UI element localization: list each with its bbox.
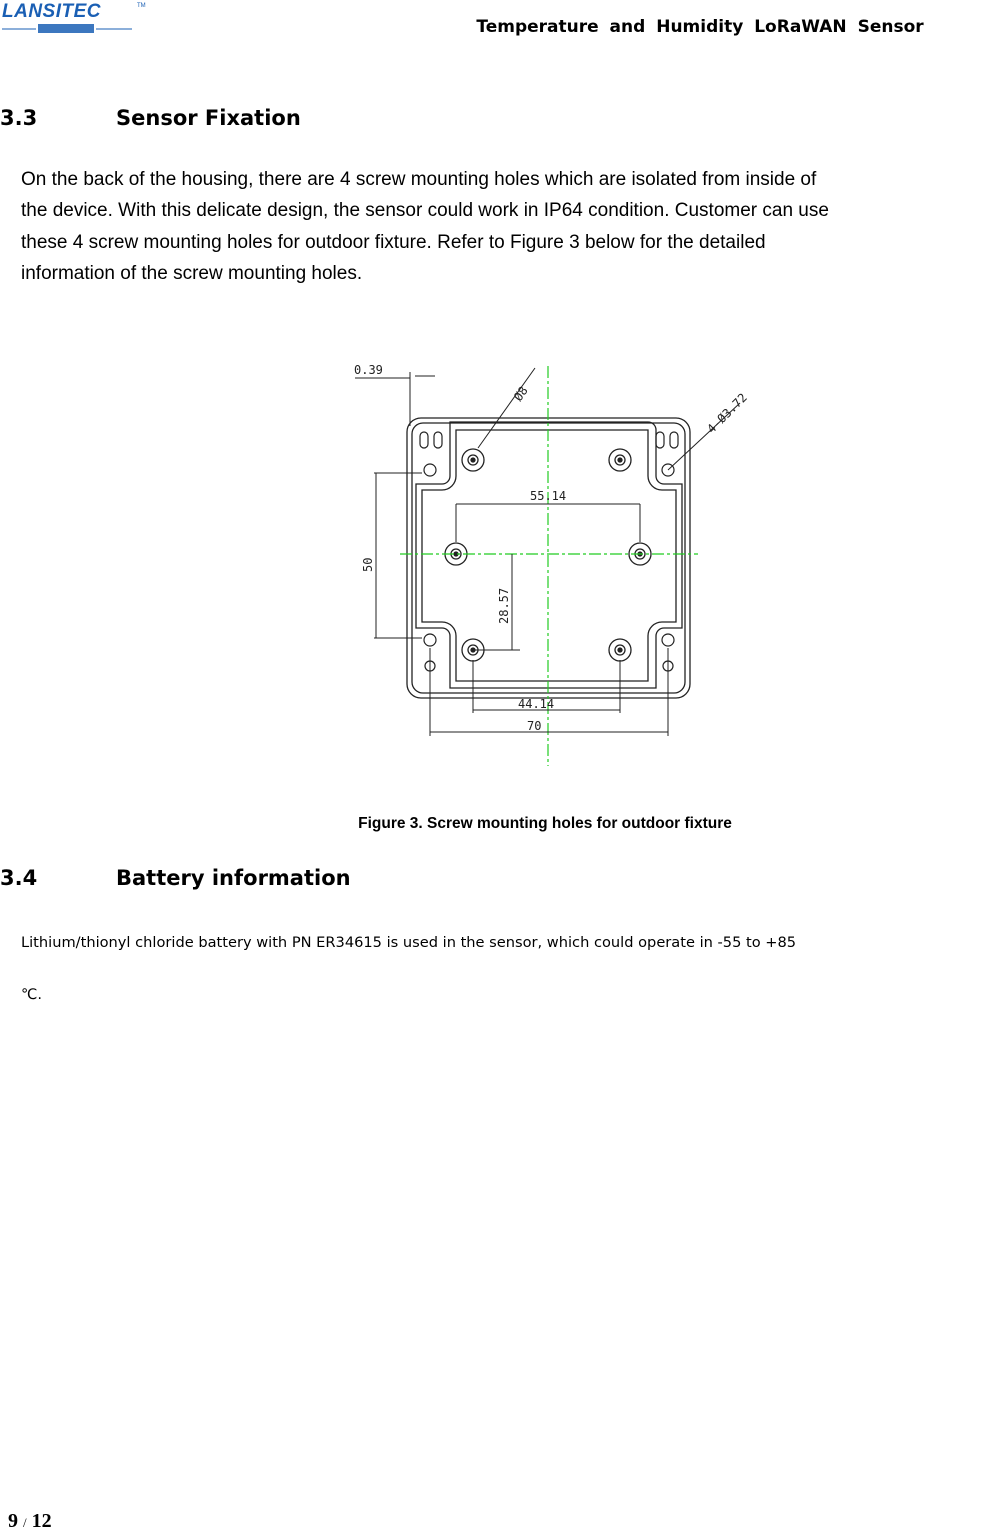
section-number: 3.3 [0, 106, 38, 130]
section-title: Sensor Fixation [116, 106, 301, 130]
paragraph-line: ℃. [21, 986, 43, 1003]
dim-label: Ø8 [510, 383, 531, 404]
mounting-hole [662, 634, 674, 646]
mounting-hole [424, 634, 436, 646]
section-body-paragraph [21, 164, 986, 289]
section-title: Battery information [116, 866, 351, 890]
figure-caption: Figure 3. Screw mounting holes for outdoor fixture [358, 815, 732, 832]
logo-text: LANSITEC [2, 1, 101, 22]
dim-label: 4-Ø3.72 [704, 390, 750, 437]
dim-label: 44.14 [518, 697, 555, 711]
lansitec-logo [0, 0, 150, 36]
page-separator: / [23, 1515, 27, 1530]
paragraph-line: these 4 screw mounting holes for outdoor fixture. Refer to Figure 3 below for the detailed [21, 231, 766, 253]
mounting-hole [424, 464, 436, 476]
dim-label: 50 [361, 557, 375, 572]
dim-label: 28.57 [497, 587, 511, 624]
total-pages: 12 [31, 1510, 52, 1532]
dim-label: 0.39 [354, 363, 383, 377]
dim-label: 55.14 [530, 489, 567, 503]
document-header-title: Temperature and Humidity LoRaWAN Sensor [476, 17, 924, 37]
paragraph-line: Lithium/thionyl chloride battery with PN ER34615 is used in the sensor, which could operate in -55 to +85 [21, 934, 797, 951]
paragraph-line: information of the screw mounting holes. [21, 262, 363, 284]
screw-mounting-drawing [350, 358, 770, 768]
section-body-paragraph [21, 917, 991, 1021]
dim-label: 70 [527, 719, 542, 733]
paragraph-line: On the back of the housing, there are 4 screw mounting holes which are isolated from inside of [21, 169, 817, 190]
paragraph-line: the device. With this delicate design, the sensor could work in IP64 condition. Customer can use [21, 200, 829, 222]
current-page: 9 [8, 1510, 18, 1532]
section-number: 3.4 [0, 866, 38, 890]
logo-tm: TM [137, 3, 146, 9]
